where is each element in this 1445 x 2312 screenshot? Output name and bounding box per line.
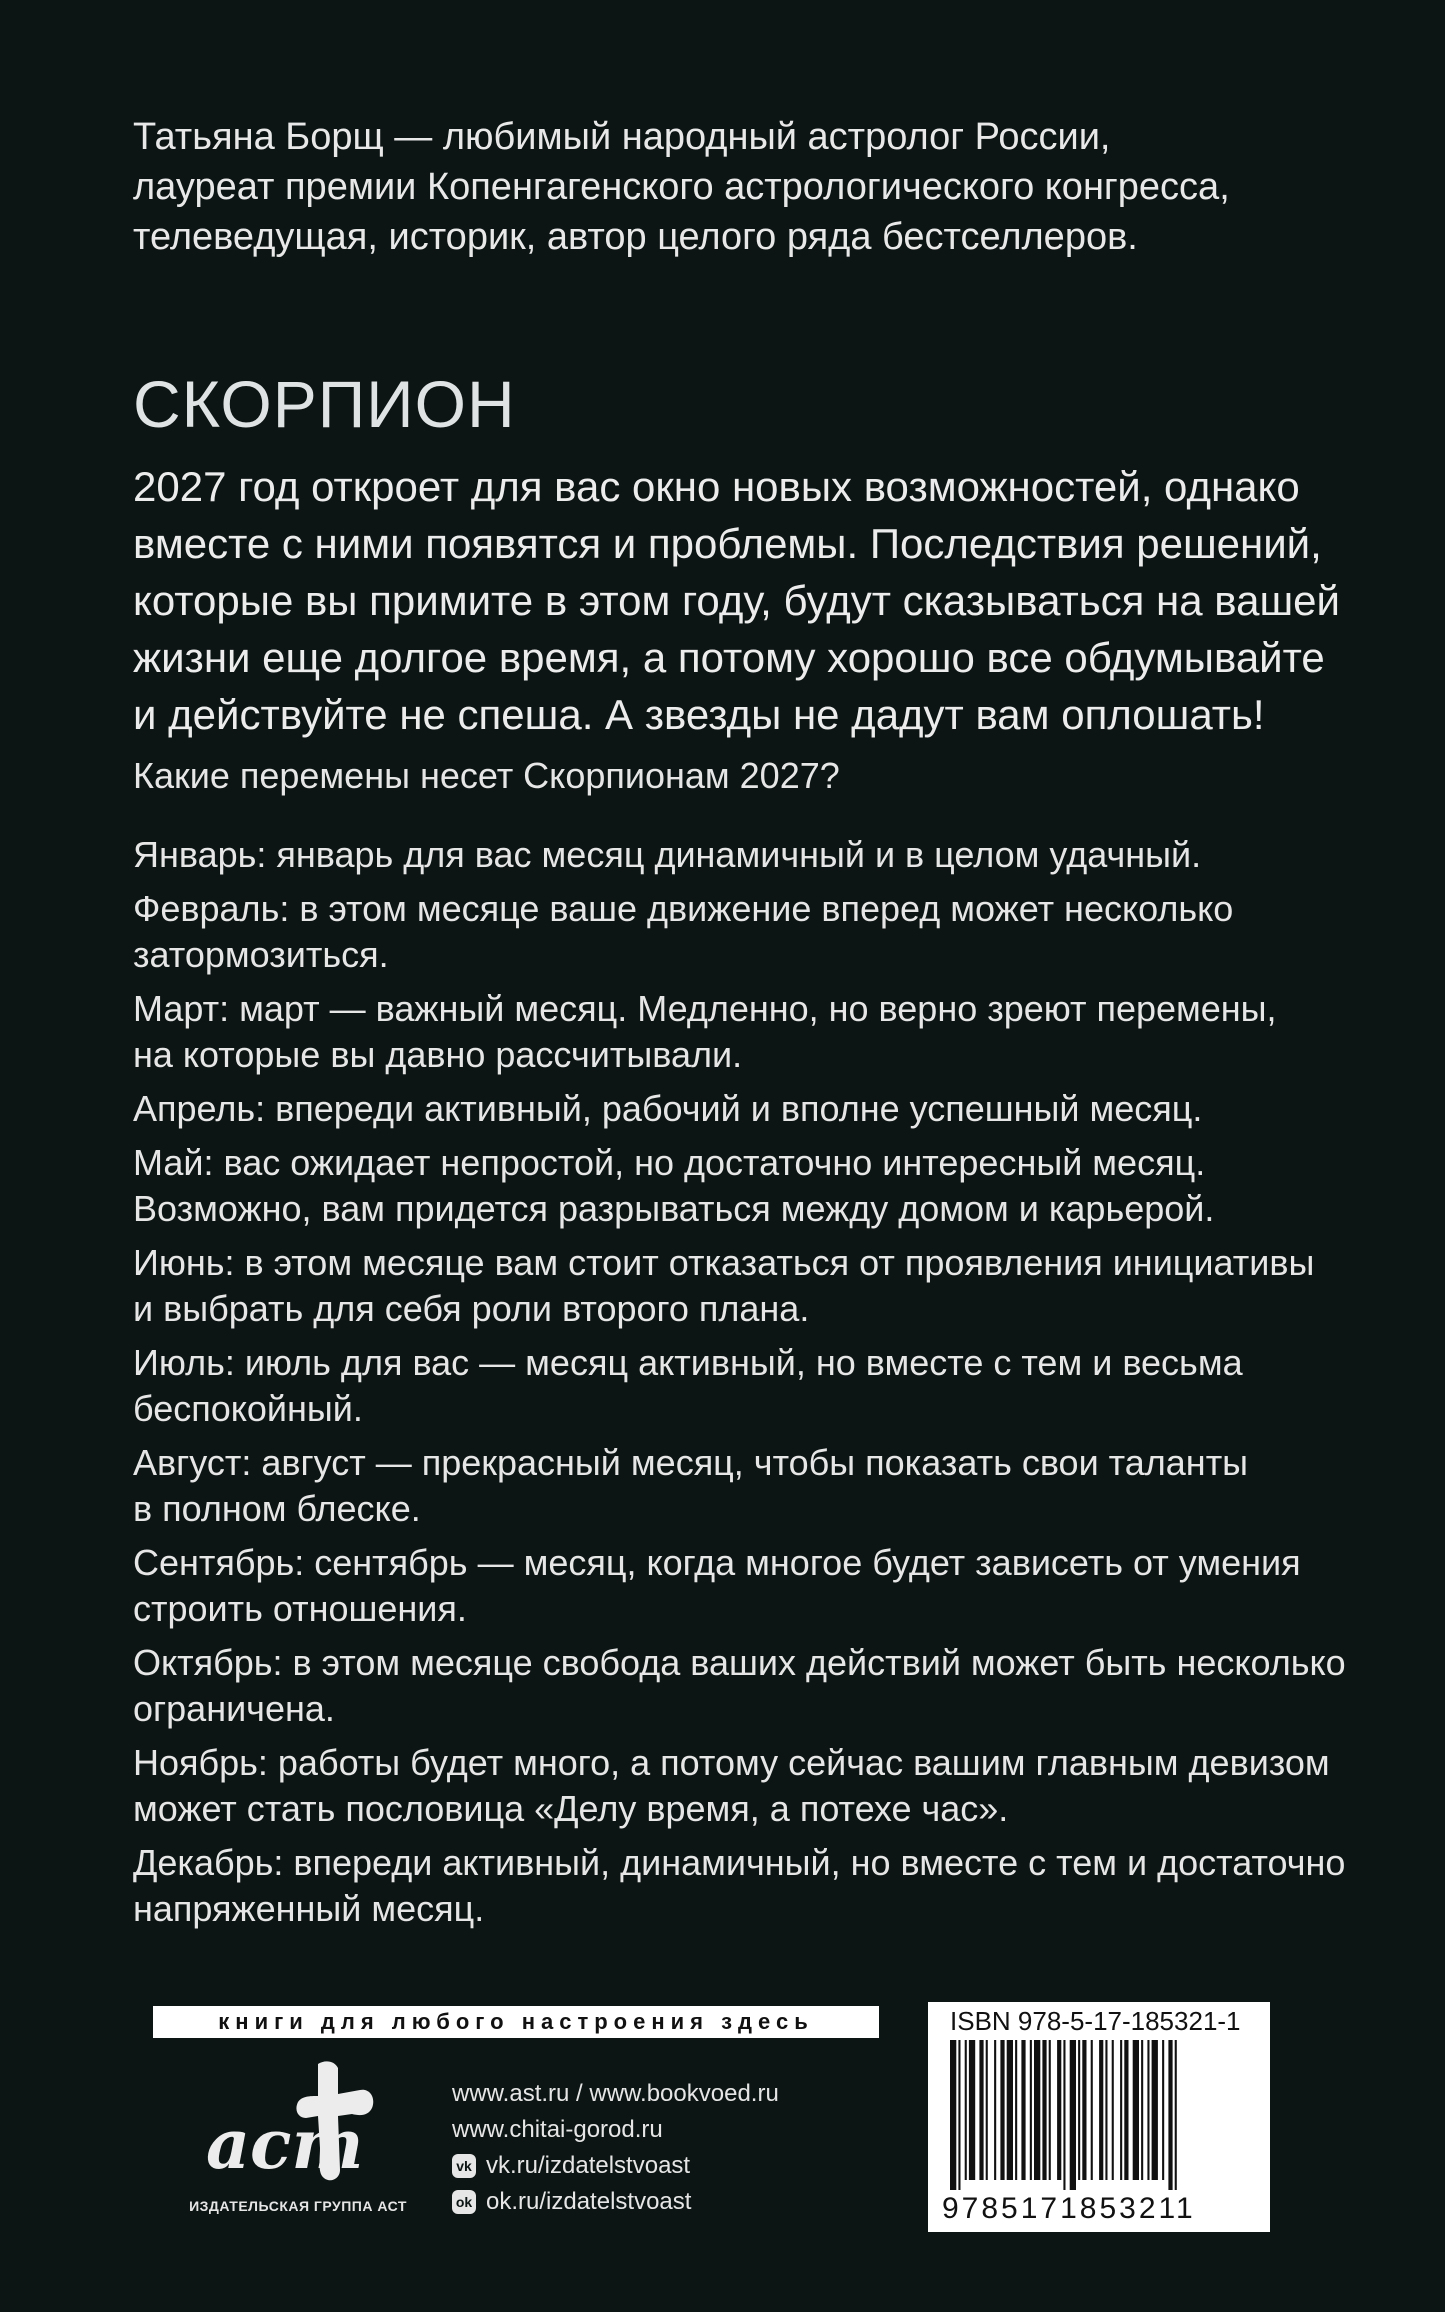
barcode-bar <box>1021 2040 1025 2180</box>
month-july <box>133 1340 1363 1432</box>
ok-link[interactable] <box>452 2184 779 2220</box>
monthly-forecast-list <box>133 832 1363 1940</box>
barcode-bar <box>979 2040 983 2180</box>
barcode-bar <box>1168 2040 1172 2190</box>
barcode-bar <box>1015 2040 1017 2180</box>
barcode-bar <box>1152 2040 1158 2180</box>
ok-icon: ok <box>452 2190 476 2214</box>
barcode-digits: 9785171853211 <box>942 2192 1196 2225</box>
zodiac-sign-title: СКОРПИОН <box>133 367 516 441</box>
barcode-bar <box>1042 2040 1046 2180</box>
month-line: в полном блеске. <box>133 1488 421 1529</box>
month-january <box>133 832 1363 878</box>
month-line: Декабрь: впереди активный, динамичный, но вместе с тем и достаточно <box>133 1842 1346 1883</box>
barcode-bar <box>1175 2040 1177 2190</box>
vk-link-text[interactable]: vk.ru/izdatelstvoast <box>486 2152 691 2179</box>
month-march <box>133 986 1363 1078</box>
month-line: ограничена. <box>133 1688 335 1729</box>
month-line: строить отношения. <box>133 1588 467 1629</box>
author-intro-line: лауреат премии Копенгагенского астрологического конгресса, <box>133 166 1230 208</box>
month-december <box>133 1840 1363 1932</box>
barcode-bar <box>1034 2040 1040 2180</box>
barcode-bar <box>1112 2040 1114 2180</box>
barcode-bar <box>1099 2040 1103 2180</box>
vk-link[interactable] <box>452 2148 779 2184</box>
barcode-bar <box>1141 2040 1143 2180</box>
month-april <box>133 1086 1363 1132</box>
barcode-bar <box>1120 2040 1122 2180</box>
barcode-bar <box>965 2040 967 2180</box>
barcode-bar <box>1007 2040 1013 2180</box>
month-november <box>133 1740 1363 1832</box>
barcode-bar <box>958 2040 960 2190</box>
month-line: Ноябрь: работы будет много, а потому сейчас вашим главным девизом <box>133 1742 1330 1783</box>
ast-logo <box>200 2058 390 2188</box>
month-line: Январь: январь для вас месяц динамичный и в целом удачный. <box>133 834 1202 875</box>
month-september <box>133 1540 1363 1632</box>
month-line: может стать пословица «Делу время, а потехе час». <box>133 1788 1009 1829</box>
month-august <box>133 1440 1363 1532</box>
year-forecast <box>133 458 1363 743</box>
month-line: на которые вы давно рассчитывали. <box>133 1034 743 1075</box>
barcode-bar <box>986 2040 988 2180</box>
barcode-bar <box>1000 2040 1004 2180</box>
barcode-bar <box>1147 2040 1149 2180</box>
barcode-bars <box>950 2040 1250 2190</box>
month-line: Февраль: в этом месяце ваше движение вперед может несколько <box>133 888 1234 929</box>
website-links-text[interactable]: www.ast.ru / www.bookvoed.ru <box>452 2080 779 2107</box>
forecast-line: которые вы примите в этом году, будут сказываться на вашей <box>133 577 1340 624</box>
month-line: Март: март — важный месяц. Медленно, но верно зреют перемены, <box>133 988 1277 1029</box>
barcode-bar <box>1049 2040 1051 2180</box>
month-line: Октябрь: в этом месяце свобода ваших действий может быть несколько <box>133 1642 1346 1683</box>
month-line: и выбрать для себя роли второго плана. <box>133 1288 810 1329</box>
barcode-bar <box>994 2040 996 2180</box>
month-line: Август: август — прекрасный месяц, чтобы показать свои таланты <box>133 1442 1249 1483</box>
barcode-bar <box>1030 2040 1032 2180</box>
author-intro-line: телеведущая, историк, автор целого ряда бестселлеров. <box>133 216 1138 258</box>
month-line: Сентябрь: сентябрь — месяц, когда многое будет зависеть от умения <box>133 1542 1301 1583</box>
barcode-bar <box>1070 2040 1076 2190</box>
barcode-bar <box>1091 2040 1093 2180</box>
month-june <box>133 1240 1363 1332</box>
forecast-line: жизни еще долгое время, а потому хорошо все обдумывайте <box>133 634 1325 681</box>
month-february <box>133 886 1363 978</box>
website-links[interactable] <box>452 2076 779 2112</box>
forecast-line: и действуйте не спеша. А звезды не дадут вам оплошать! <box>133 691 1265 738</box>
vk-icon: vk <box>452 2154 476 2178</box>
barcode-bar <box>969 2040 975 2180</box>
month-line: напряженный месяц. <box>133 1888 485 1929</box>
month-line: затормозиться. <box>133 934 389 975</box>
changes-question: Какие перемены несет Скорпионам 2027? <box>133 755 840 796</box>
barcode-bar <box>1063 2040 1065 2190</box>
website-link-chitai-gorod[interactable] <box>452 2112 779 2148</box>
month-may <box>133 1140 1363 1232</box>
publisher-links <box>452 2076 779 2220</box>
month-line: беспокойный. <box>133 1388 363 1429</box>
website-link-text[interactable]: www.chitai-gorod.ru <box>452 2116 663 2143</box>
barcode-bar <box>1105 2040 1107 2180</box>
author-intro-line: Татьяна Борщ — любимый народный астролог России, <box>133 116 1111 158</box>
isbn-number: ISBN 978-5-17-185321-1 <box>950 2006 1241 2036</box>
barcode-bar <box>1133 2040 1139 2180</box>
forecast-line: вместе с ними появятся и проблемы. Последствия решений, <box>133 520 1322 567</box>
publisher-name: ИЗДАТЕЛЬСКАЯ ГРУППА АСТ <box>189 2198 407 2214</box>
author-intro <box>133 112 1333 262</box>
slogan-banner: книги для любого настроения здесь <box>153 2006 879 2038</box>
month-line: Возможно, вам придется разрываться между домом и карьерой. <box>133 1188 1215 1229</box>
isbn-barcode <box>928 2002 1270 2232</box>
barcode-bar <box>1124 2040 1128 2180</box>
month-line: Апрель: впереди активный, рабочий и вполне успешный месяц. <box>133 1088 1203 1129</box>
barcode-bar <box>1082 2040 1086 2180</box>
month-line: Июнь: в этом месяце вам стоит отказаться от проявления инициативы <box>133 1242 1315 1283</box>
ast-logo-text: аст <box>206 2105 364 2185</box>
month-line: Май: вас ожидает непростой, но достаточно интересный месяц. <box>133 1142 1206 1183</box>
barcode-bar <box>1078 2040 1080 2180</box>
barcode-bar <box>950 2040 956 2190</box>
barcode-bar <box>1162 2040 1164 2180</box>
month-line: Июль: июль для вас — месяц активный, но вместе с тем и весьма <box>133 1342 1243 1383</box>
forecast-line: 2027 год откроет для вас окно новых возможностей, однако <box>133 463 1300 510</box>
month-october <box>133 1640 1363 1732</box>
barcode-bar <box>1057 2040 1061 2180</box>
ok-link-text[interactable]: ok.ru/izdatelstvoast <box>486 2188 692 2215</box>
